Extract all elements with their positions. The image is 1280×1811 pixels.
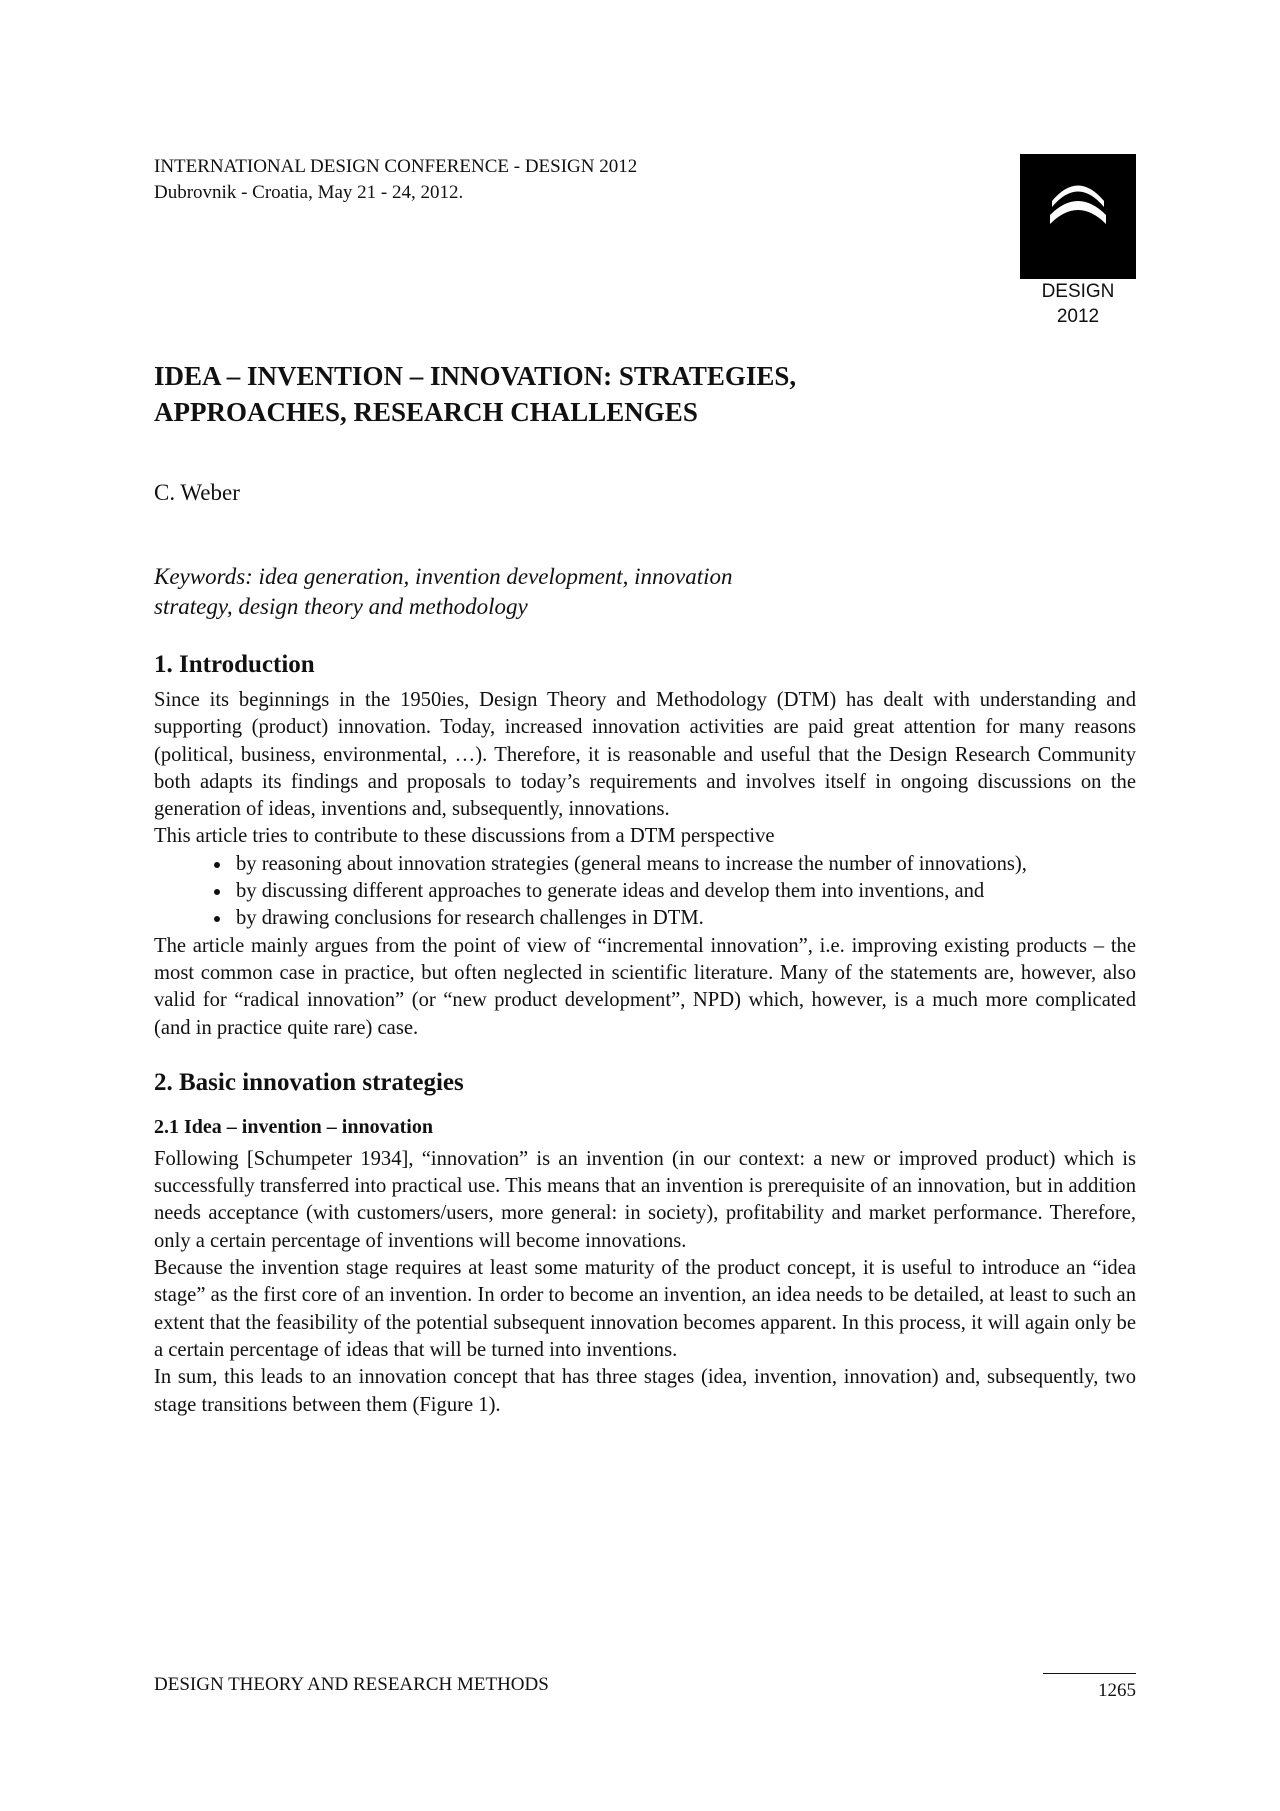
paper-title <box>154 358 954 430</box>
paper-page <box>154 0 1136 1811</box>
intro-bullet-list <box>154 851 1136 933</box>
keywords-line-2: strategy, design theory and methodology <box>154 594 528 619</box>
page-number: 1265 <box>1098 1680 1136 1701</box>
list-item: • by drawing conclusions for research challenges in DTM. <box>232 905 1136 932</box>
keywords-line-1: Keywords: idea generation, invention development, innovation <box>154 564 733 589</box>
section-heading-basic-strategies: 2. Basic innovation strategies <box>154 1068 464 1096</box>
keywords <box>154 562 854 622</box>
intro-paragraph-2: This article tries to contribute to these discussions from a DTM perspective <box>154 825 775 848</box>
section-heading-introduction: 1. Introduction <box>154 651 315 678</box>
list-item: • by discussing different approaches to generate ideas and develop them into inventions, and <box>232 878 1136 905</box>
subsection-paragraph-3: In sum, this leads to an innovation concept that has three stages (idea, invention, innovation) and, subsequently, two stage transitions between them (Figure 1). <box>154 1366 1136 1416</box>
intro-paragraph-3: The article mainly argues from the point of view of “incremental innovation”, i.e. improving existing products – the most common case in practice, but often neglected in scientific literature. Many of the statements are, however, also valid for “radical innovation” (or “new product development”, NPD) which, however, is a much more complicated (and in practice quite rare) case. <box>154 934 1136 1039</box>
conference-header <box>154 154 637 206</box>
footer-section-name: DESIGN THEORY AND RESEARCH METHODS <box>154 1674 549 1695</box>
author: C. Weber <box>154 480 240 505</box>
conference-name: INTERNATIONAL DESIGN CONFERENCE - DESIGN 2012 <box>154 156 638 177</box>
list-item: • by reasoning about innovation strategies (general means to increase the number of innovations), <box>232 851 1136 878</box>
title-line-2: APPROACHES, RESEARCH CHALLENGES <box>154 397 698 427</box>
subsection-heading-idea-invention: 2.1 Idea – invention – innovation <box>154 1115 433 1138</box>
logo-text: DESIGN 2012 <box>1020 279 1136 304</box>
footer-divider <box>1043 1673 1136 1674</box>
design-2012-logo <box>1020 154 1136 327</box>
conference-location: Dubrovnik - Croatia, May 21 - 24, 2012. <box>154 182 464 203</box>
title-line-1: IDEA – INVENTION – INNOVATION: STRATEGIES, <box>154 361 797 391</box>
subsection-paragraph-2: Because the invention stage requires at least some maturity of the product concept, it is useful to introduce an “idea stage” as the first core of an invention. In order to become an invention, an idea needs to be detailed, at least to such an extent that the feasibility of the potential subsequent innovation becomes apparent. In this process, it will again only be a certain percentage of ideas that will be turned into inventions. <box>154 1257 1136 1361</box>
paper-body <box>154 649 1136 1419</box>
subsection-paragraph-1: Following [Schumpeter 1934], “innovation” is an invention (in our context: a new or improved product) which is successfully transferred into practical use. This means that an invention is prerequisite of an innovation, but in addition needs acceptance (with customers/users, more general: in society), profitability and market performance. Therefore, only a certain percentage of inventions will become innovations. <box>154 1147 1136 1252</box>
arch-logo-icon <box>1020 154 1136 279</box>
intro-paragraph-1: Since its beginnings in the 1950ies, Design Theory and Methodology (DTM) has dealt with understanding and supporting (product) innovation. Today, increased innovation activities are paid great attention for many reasons (political, business, environmental, …). Therefore, it is reasonable and useful that the Design Research Community both adapts its findings and proposals to today’s requirements and involves itself in ongoing discussions on the generation of ideas, inventions and, subsequently, innovations. <box>154 689 1136 821</box>
